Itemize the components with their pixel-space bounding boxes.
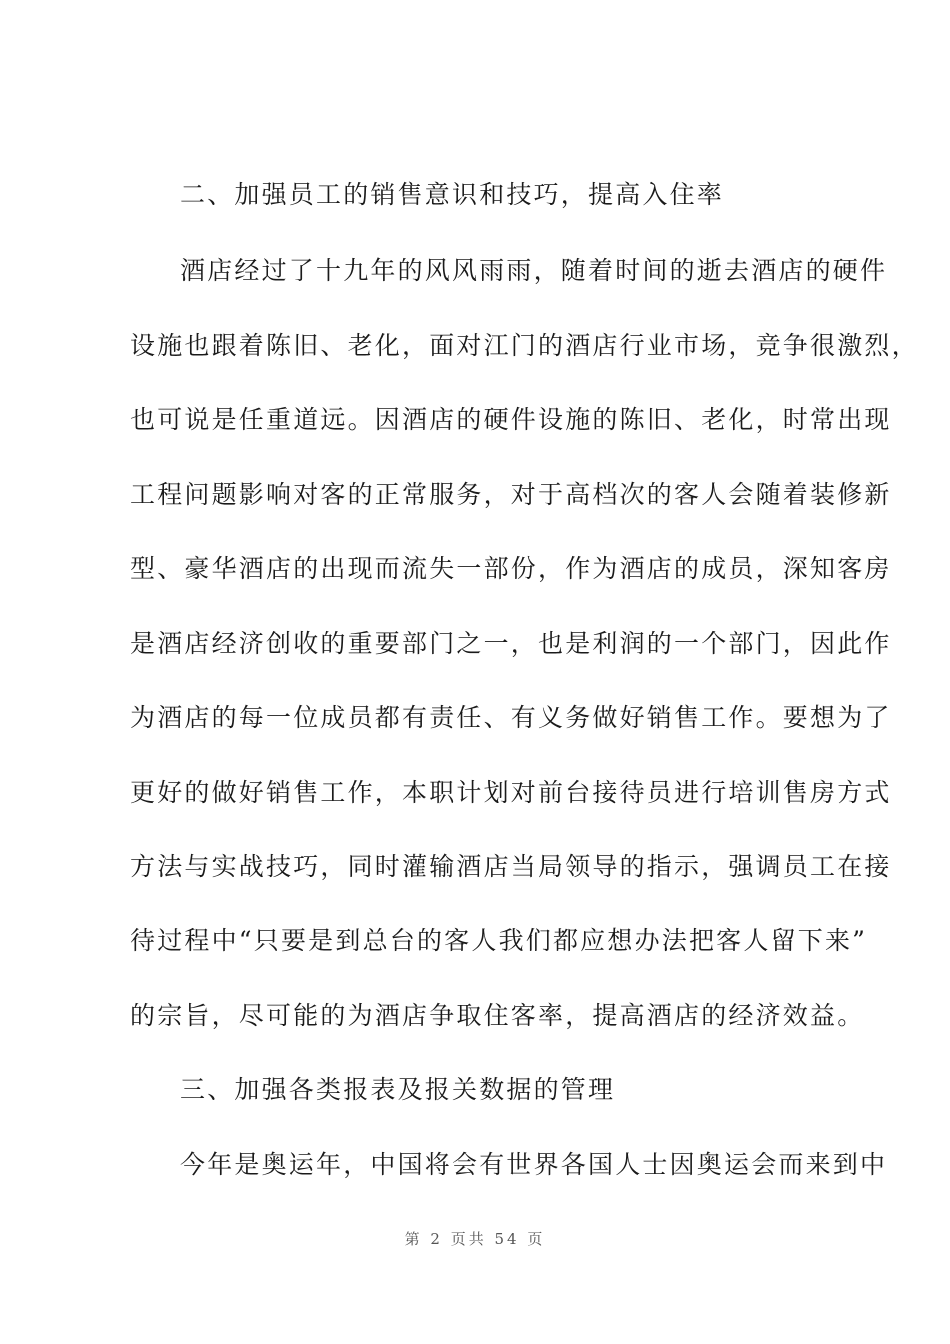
paragraph-line: 也可说是任重道远。因酒店的硬件设施的陈旧、老化，时常出现: [130, 405, 892, 434]
paragraph-line: 酒店经过了十九年的风风雨雨，随着时间的逝去酒店的硬件: [180, 256, 888, 285]
paragraph-line: 设施也跟着陈旧、老化，面对江门的酒店行业市场，竞争很激烈，: [130, 331, 919, 360]
paragraph-line: 型、豪华酒店的出现而流失一部份，作为酒店的成员，深知客房: [130, 554, 892, 583]
paragraph-line: 的宗旨，尽可能的为酒店争取住客率，提高酒店的经济效益。: [130, 1001, 865, 1030]
paragraph-line: 今年是奥运年，中国将会有世界各国人士因奥运会而来到中: [180, 1150, 888, 1179]
paragraph-line: 工程问题影响对客的正常服务，对于高档次的客人会随着装修新: [130, 480, 892, 509]
paragraph-line: 为酒店的每一位成员都有责任、有义务做好销售工作。要想为了: [130, 703, 892, 732]
paragraph-line: 待过程中“只要是到总台的客人我们都应想办法把客人留下来”: [130, 926, 868, 955]
paragraph-line: 是酒店经济创收的重要部门之一，也是利润的一个部门，因此作: [130, 629, 892, 658]
section-heading-2: 二、加强员工的销售意识和技巧，提高入住率: [180, 180, 725, 209]
paragraph-line: 方法与实战技巧，同时灌输酒店当局领导的指示，强调员工在接: [130, 852, 892, 881]
section-heading-3: 三、加强各类报表及报关数据的管理: [180, 1075, 616, 1104]
page-number-footer: 第 2 页共 54 页: [404, 1230, 546, 1248]
paragraph-line: 更好的做好销售工作，本职计划对前台接待员进行培训售房方式: [130, 778, 892, 807]
